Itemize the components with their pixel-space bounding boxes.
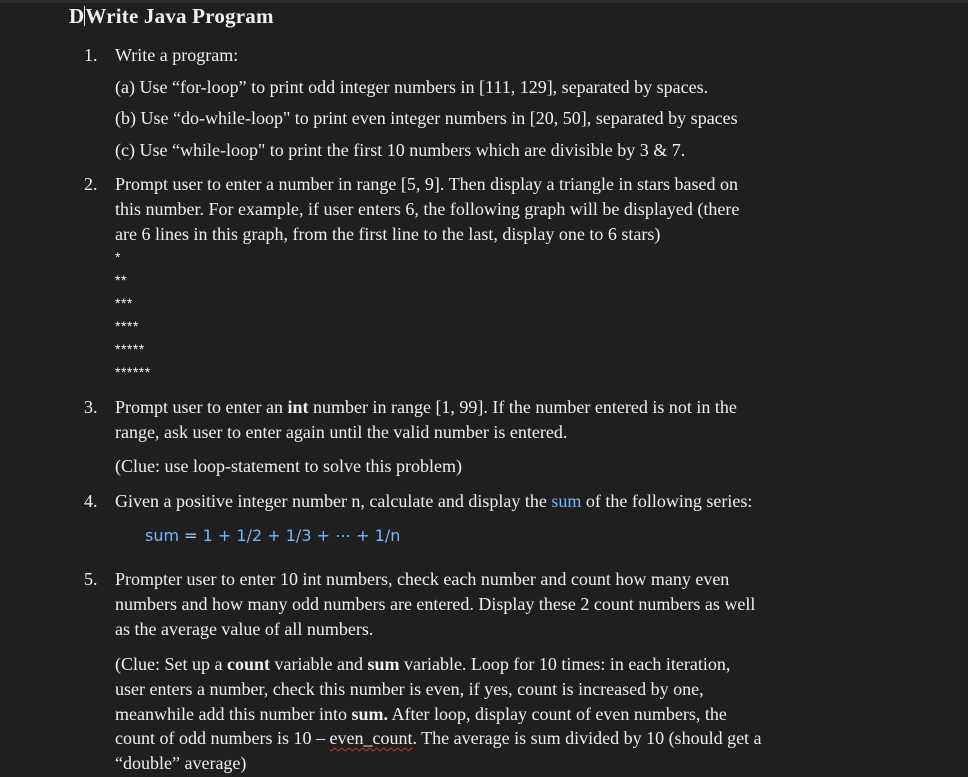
q1-part-b: (b) Use “do-while-loop" to print even integer numbers in [20, 50], separated by spaces — [115, 108, 738, 128]
title-prefix: D — [69, 4, 85, 28]
q3-line1-post: number in range [1, 99]. If the number entered is not in the — [308, 397, 737, 417]
q1-part-a: (a) Use “for-loop” to print odd integer numbers in [111, 129], separated by spaces. — [115, 77, 709, 97]
q5-clue-line4 — [115, 729, 762, 747]
star-row: * — [115, 249, 121, 265]
star-row: ****** — [115, 364, 151, 380]
q1-number: 1. — [84, 45, 98, 65]
q5-clue-line5: “double” average) — [115, 753, 247, 773]
q5-number: 5. — [84, 569, 98, 589]
q4-text-post: of the following series: — [581, 491, 753, 511]
q3-line1 — [115, 398, 737, 416]
q5-line2: numbers and how many odd numbers are entered. Display these 2 count numbers as well — [115, 594, 756, 614]
clue4-a: count of odd numbers is 10 – — [115, 728, 330, 748]
clue3-a: meanwhile add this number into — [115, 704, 352, 724]
star-row: ** — [115, 272, 127, 288]
q5-line3: as the average value of all numbers. — [115, 619, 374, 639]
q2-line2: this number. For example, if user enters 6, the following graph will be displayed (there — [115, 199, 740, 219]
q4-text-pre: Given a positive integer number n, calculate and display the — [115, 491, 552, 511]
q4-text — [115, 492, 752, 510]
q2-line1: Prompt user to enter a number in range [5, 9]. Then display a triangle in stars based on — [115, 174, 739, 194]
q3-line2: range, ask user to enter again until the valid number is entered. — [115, 422, 568, 442]
sum-formula — [145, 528, 400, 544]
clue1-a: (Clue: Set up a — [115, 654, 227, 674]
q5-clue-line2: user enters a number, check this number is even, if yes, count is increased by one, — [115, 679, 704, 699]
formula-lhs: sum — [145, 526, 180, 545]
q2-line3: are 6 lines in this graph, from the first line to the last, display one to 6 stars) — [115, 224, 661, 244]
spellcheck-even-count: even_count — [329, 728, 413, 748]
clue1-count: count — [226, 654, 270, 674]
q1-part-c: (c) Use “while-loop" to print the first 10 numbers which are divisible by 3 & 7. — [115, 140, 686, 160]
q3-number: 3. — [84, 397, 98, 417]
formula-equals: = — [184, 526, 198, 545]
q5-clue-line3 — [115, 705, 727, 723]
clue1-sum: sum — [367, 654, 400, 674]
clue4-c: . The average is sum divided by 10 (should get a — [412, 728, 762, 748]
q3-line1-pre: Prompt user to enter an — [115, 397, 288, 417]
clue3-c: After loop, display count of even numbers, the — [387, 704, 727, 724]
star-row: **** — [115, 318, 139, 334]
q4-number: 4. — [84, 491, 98, 511]
q2-number: 2. — [84, 174, 98, 194]
q5-line1: Prompter user to enter 10 int numbers, check each number and count how many even — [115, 569, 730, 589]
star-row: ***** — [115, 341, 145, 357]
formula-rhs: 1 + 1/2 + 1/3 + ⋯ + 1/n — [202, 526, 401, 545]
clue1-c: variable and — [270, 654, 368, 674]
page-title — [69, 4, 274, 29]
clue1-e: variable. Loop for 10 times: in each iteration, — [399, 654, 731, 674]
q4-sum-word: sum — [551, 491, 582, 511]
q5-clue-line1 — [115, 655, 730, 673]
q3-clue: (Clue: use loop-statement to solve this problem) — [115, 456, 462, 476]
top-border — [0, 0, 968, 3]
clue3-sum: sum. — [351, 704, 388, 724]
title-text: Write Java Program — [85, 4, 274, 28]
star-row: *** — [115, 295, 133, 311]
q1-text: Write a program: — [115, 45, 239, 65]
q3-int-keyword: int — [287, 397, 309, 417]
